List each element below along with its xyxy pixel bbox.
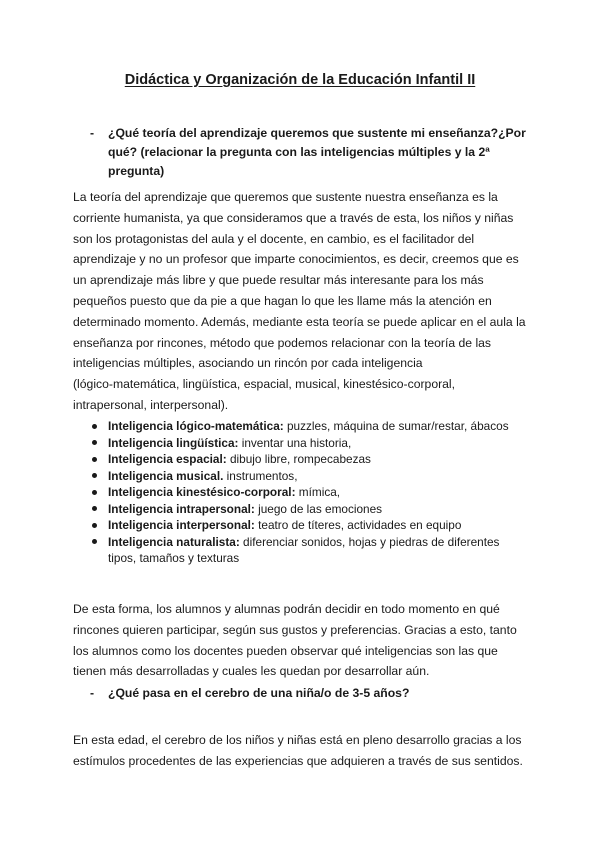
question-1 — [90, 124, 530, 181]
paragraph-line: enseñanza por rincones, método que podemos relacionar con la teoría de las — [73, 335, 492, 350]
bullet-icon — [92, 490, 97, 495]
list-item: Inteligencia interpersonal: teatro de títeres, actividades en equipo — [88, 517, 528, 534]
paragraph-line: aprendizaje y no un profesor que imparte conocimientos, es decir, creemos que es — [73, 252, 519, 267]
list-item: Inteligencia lingüística: inventar una historia, — [88, 435, 528, 452]
list-item: Inteligencia lógico-matemática: puzzles, máquina de sumar/restar, ábacos — [88, 418, 528, 435]
list-item: Inteligencia musical. instrumentos, — [88, 468, 528, 485]
list-item: Inteligencia espacial: dibujo libre, rompecabezas — [88, 451, 528, 468]
question-1-dash: - — [90, 126, 95, 140]
paragraph-line: corriente humanista, ya que consideramos que a través de esta, los niños y niñas — [73, 210, 514, 225]
bullet-icon — [92, 440, 97, 445]
list-item: Inteligencia kinestésico-corporal: mímica, — [88, 484, 528, 501]
document-title: Didáctica y Organización de la Educación Infantil II — [124, 72, 476, 88]
paragraph-brain — [73, 730, 535, 772]
question-1-line: qué? (relacionar la pregunta con las inteligencias múltiples y la 2ª — [108, 145, 490, 159]
bullet-icon — [92, 523, 97, 528]
paragraph-line: un aprendizaje más libre y que puede resultar más interesante para los más — [73, 273, 484, 288]
question-2-dash: - — [90, 686, 95, 700]
paragraph-line: estímulos procedentes de las experiencias que adquieren a través de sus sentidos. — [73, 753, 523, 768]
list-item: Inteligencia naturalista: diferenciar sonidos, hojas y piedras de diferentes tipos, tamaños y texturas — [88, 534, 528, 567]
bullet-icon — [92, 473, 97, 478]
question-2-line: ¿Qué pasa en el cerebro de una niña/o de 3-5 años? — [108, 686, 410, 700]
question-2 — [90, 684, 530, 703]
paragraph-humanist-theory — [73, 187, 535, 416]
paragraph-line: son los protagonistas del aula y el docente, en cambio, es el facilitador del — [73, 231, 475, 246]
list-item: Inteligencia intrapersonal: juego de las emociones — [88, 501, 528, 518]
paragraph-line: tienen más desarrolladas y cuales les quedan por desarrollar aún. — [73, 664, 430, 679]
paragraph-line: rincones quieren participar, según sus gustos y preferencias. Gracias a esto, tanto — [73, 622, 517, 637]
paragraph-line: De esta forma, los alumnos y alumnas podrán decidir en todo momento en qué — [73, 602, 500, 616]
question-1-line: ¿Qué teoría del aprendizaje queremos que sustente mi enseñanza?¿Por — [108, 126, 526, 140]
paragraph-line: intrapersonal, interpersonal). — [73, 397, 229, 412]
paragraph-line: los alumnos como los docentes pueden observar qué inteligencias son las que — [73, 643, 498, 658]
paragraph-conclusion — [73, 599, 535, 682]
bullet-icon — [92, 424, 97, 429]
paragraph-line: inteligencias múltiples, asociando un rincón por cada inteligencia — [73, 356, 423, 371]
question-1-line: pregunta) — [108, 164, 165, 178]
paragraph-line: (lógico-matemática, lingüística, espacial, musical, kinestésico-corporal, — [73, 377, 456, 392]
paragraph-line: determinado momento. Además, mediante esta teoría se puede aplicar en el aula la — [73, 314, 526, 329]
bullet-icon — [92, 457, 97, 462]
paragraph-line: pequeños puesto que da pie a que hagan lo que les llame más la atención en — [73, 293, 492, 308]
paragraph-line: La teoría del aprendizaje que queremos que sustente nuestra enseñanza es la — [73, 190, 498, 204]
intelligences-list — [88, 418, 528, 567]
bullet-icon — [92, 539, 97, 544]
paragraph-line: En esta edad, el cerebro de los niños y niñas está en pleno desarrollo gracias a los — [73, 733, 522, 747]
bullet-icon — [92, 506, 97, 511]
